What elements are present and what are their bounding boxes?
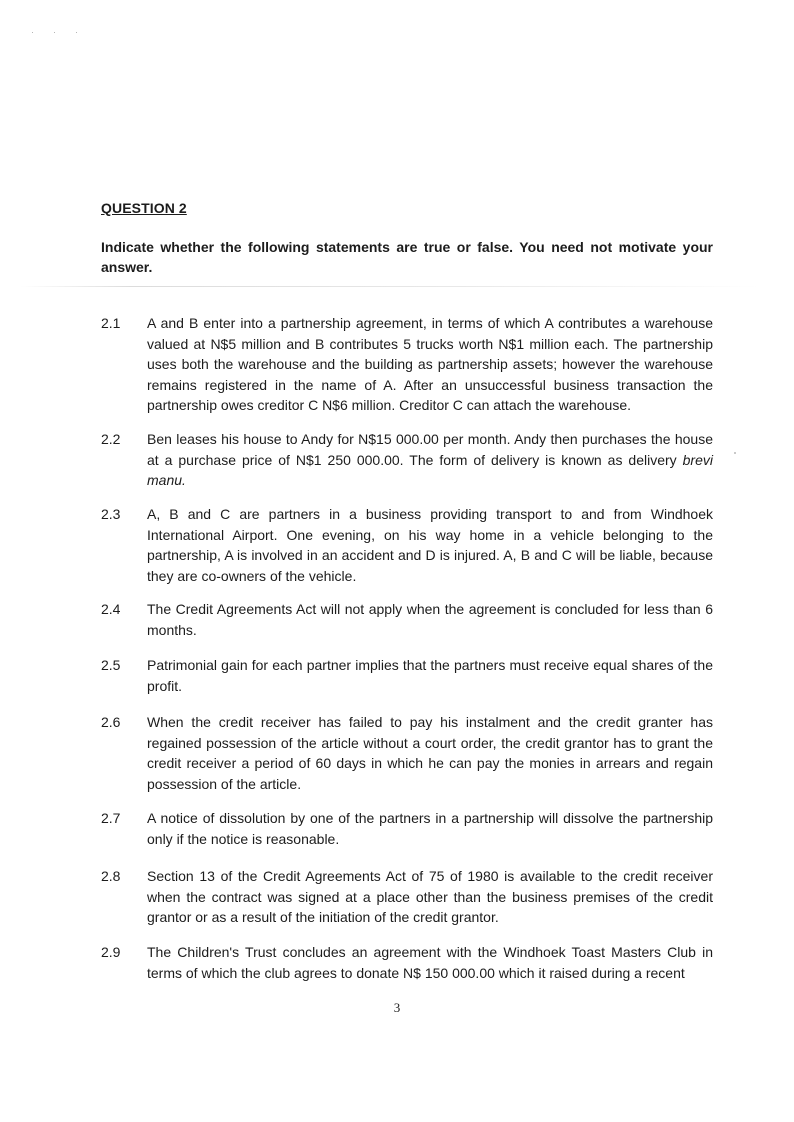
scan-line-artifact <box>20 286 760 287</box>
item-number: 2.4 <box>101 601 121 617</box>
scan-artifact <box>734 452 736 454</box>
question-item-2-7 <box>101 808 713 849</box>
question-item-2-4 <box>101 599 713 640</box>
item-number: 2.2 <box>101 431 121 447</box>
scan-artifact <box>30 32 90 38</box>
page-number: 3 <box>393 1000 401 1015</box>
question-item-2-3 <box>101 504 713 586</box>
question-item-2-2 <box>101 429 713 491</box>
item-text <box>147 429 713 491</box>
question-item-2-1 <box>101 313 713 416</box>
item-text: The Credit Agreements Act will not apply when the agreement is concluded for less than 6 months. <box>147 601 713 638</box>
question-item-2-8 <box>101 866 713 928</box>
item-number: 2.8 <box>101 868 121 884</box>
question-item-2-5 <box>101 655 713 696</box>
item-number: 2.7 <box>101 810 121 826</box>
item-text-plain: Ben leases his house to Andy for N$15 000.00 per month. Andy then purchases the house at a purchase price of N$1 250 000.00. The form of delivery is known as delivery <box>147 431 713 468</box>
item-number: 2.5 <box>101 657 121 673</box>
item-text: A, B and C are partners in a business providing transport to and from Windhoek International Airport. One evening, on his way home in a vehicle belonging to the partnership, A is involved in an accident and D is injured. A, B and C will be liable, because they are co-owners of the vehicle. <box>147 506 713 584</box>
item-number: 2.6 <box>101 714 121 730</box>
question-heading: QUESTION 2 <box>101 200 187 216</box>
item-text-italic: brevi manu. <box>147 451 713 488</box>
question-item-2-6 <box>101 712 713 794</box>
item-text: A and B enter into a partnership agreement, in terms of which A contributes a warehouse valued at N$5 million and B contributes 5 trucks worth N$1 million each. The partnership uses both the warehouse and the building as partnership assets; however the warehouse remains registered in the name of A. After an unsuccessful business transaction the partnership owes creditor C N$6 million. Creditor C can attach the warehouse. <box>147 315 713 413</box>
item-text: A notice of dissolution by one of the partners in a partnership will dissolve the partnership only if the notice is reasonable. <box>147 810 713 847</box>
item-text: Patrimonial gain for each partner implies that the partners must receive equal shares of the profit. <box>147 657 713 694</box>
item-text: The Children's Trust concludes an agreement with the Windhoek Toast Masters Club in terms of which the club agrees to donate N$ 150 000.00 which it raised during a recent <box>147 944 713 981</box>
item-number: 2.9 <box>101 944 121 960</box>
item-text: Section 13 of the Credit Agreements Act of 75 of 1980 is available to the credit receiver when the contract was signed at a place other than the business premises of the credit grantor or as a result of the initiation of the credit grantor. <box>147 868 713 925</box>
question-item-2-9 <box>101 942 713 983</box>
item-number: 2.3 <box>101 506 121 522</box>
item-text: When the credit receiver has failed to pay his instalment and the credit granter has regained possession of the article without a court order, the credit grantor has to grant the credit receiver a period of 60 days in which he can pay the monies in arrears and regain possession of the article. <box>147 714 713 792</box>
instructions: Indicate whether the following statements are true or false. You need not motivate your answer. <box>101 239 713 275</box>
item-number: 2.1 <box>101 315 121 331</box>
